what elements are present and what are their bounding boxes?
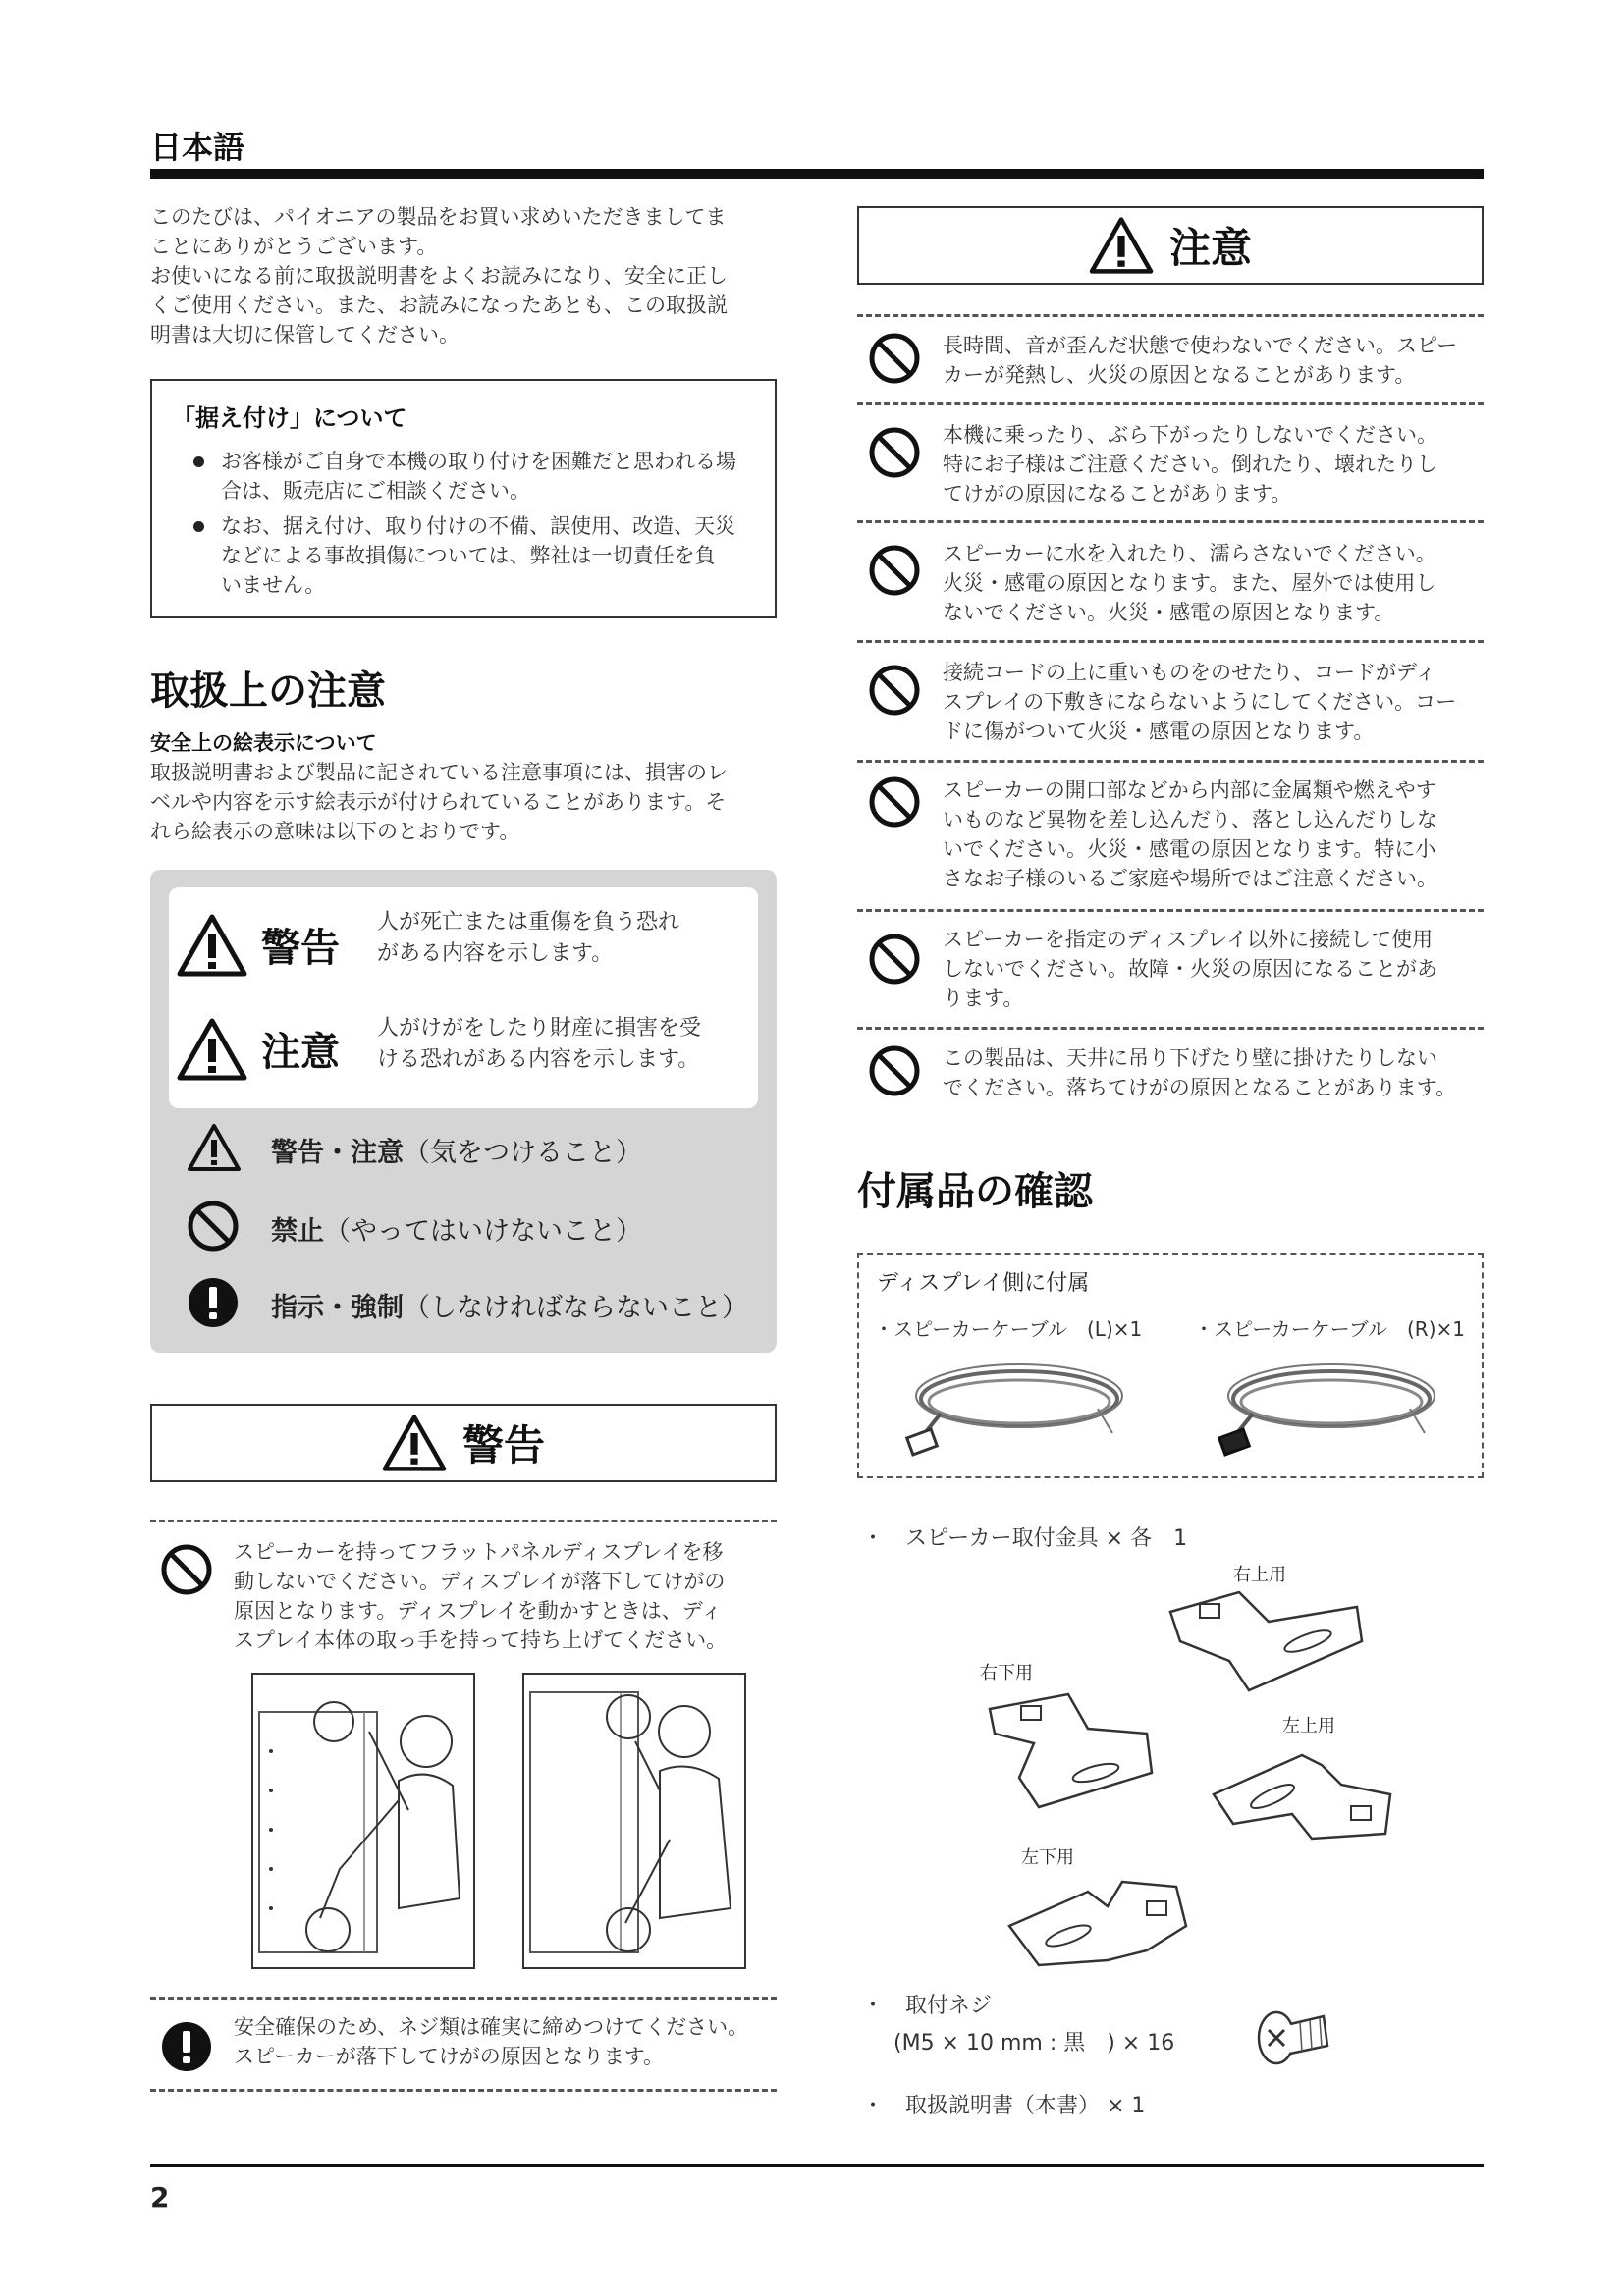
caution-line: カーが発熱し、火災の原因となることがあります。	[943, 363, 1416, 387]
caution-item-text	[943, 420, 1492, 508]
installation-title: 「据え付け」について	[172, 404, 407, 432]
screw-icon	[1255, 1999, 1333, 2067]
dashed-divider	[857, 520, 1484, 523]
dashed-divider	[150, 1997, 777, 2000]
speaker-cable-r-icon	[1214, 1355, 1439, 1463]
intro-line: お使いになる前に取扱説明書をよくお読みになり、安全に正し	[150, 264, 728, 288]
bullet-line: いません。	[221, 573, 326, 597]
warning-section-title: 警告	[461, 1421, 545, 1469]
handling-body	[150, 758, 779, 846]
caution-section-title: 注意	[1168, 224, 1252, 272]
bullet-dot-icon	[193, 456, 204, 467]
legend-bold: 指示・強制	[271, 1293, 404, 1323]
installation-bullet	[172, 511, 755, 600]
bracket-label-left-upper: 左上用	[1282, 1716, 1335, 1736]
desc-line: がある内容を示します。	[377, 941, 614, 966]
language-heading: 日本語	[150, 129, 245, 166]
legend-rest: （やってはいけないこと）	[324, 1216, 642, 1247]
bracket-right-upper-icon	[1161, 1582, 1367, 1700]
desc-line: 人がけがをしたり財産に損害を受	[377, 1016, 702, 1041]
legend-row-caution	[271, 1131, 642, 1169]
triangle-warning-icon	[382, 1414, 447, 1472]
prohibited-icon	[187, 1200, 240, 1253]
caution-line: いでください。火災・感電の原因となります。特に小	[943, 837, 1436, 861]
caution-line: スピーカーを指定のディスプレイ以外に接続して使用	[943, 928, 1434, 951]
caution-line: スプレイの下敷きにならないようにしてください。コー	[943, 690, 1457, 714]
caution-description	[377, 1013, 701, 1076]
prohibited-icon	[868, 544, 921, 597]
desc-line: ける恐れがある内容を示します。	[377, 1047, 700, 1072]
caution-line: ないでください。火災・感電の原因となります。	[943, 601, 1395, 624]
cable-r-label: ・スピーカーケーブル (R)×1	[1194, 1317, 1465, 1341]
caution-label: 注意	[261, 1030, 340, 1075]
warning-item-text	[234, 1537, 784, 1655]
intro-line: くご使用ください。また、お読みになったあとも、この取扱説	[150, 294, 728, 317]
bracket-right-lower-icon	[980, 1684, 1166, 1822]
screw-line: ・ 取付ネジ	[862, 1994, 993, 2018]
intro-paragraph	[150, 202, 779, 349]
dashed-divider	[857, 640, 1484, 643]
caution-line: 本機に乗ったり、ぶら下がったりしないでください。	[943, 423, 1437, 447]
prohibited-icon	[868, 332, 921, 385]
desc-line: 人が死亡または重傷を負う恐れ	[377, 910, 680, 934]
bracket-left-lower-icon	[1000, 1867, 1196, 1975]
caution-line: しないでください。故障・火災の原因になることがあ	[943, 957, 1437, 981]
caution-line: てけがの原因になることがあります。	[943, 482, 1292, 506]
speaker-cable-l-icon	[901, 1355, 1127, 1463]
caution-item-text	[943, 539, 1492, 627]
caution-line: 火災・感電の原因となります。また、屋外では使用し	[943, 571, 1436, 595]
intro-line: このたびは、パイオニアの製品をお買い求めいただきましてま	[150, 205, 727, 229]
handling-heading: 取扱上の注意	[150, 668, 386, 714]
prohibited-icon	[868, 933, 921, 986]
bullet-line: などによる事故損傷については、弊社は一切責任を負	[221, 544, 716, 567]
triangle-caution-icon	[1089, 216, 1154, 275]
installation-notice-box	[150, 379, 777, 618]
dashed-divider	[150, 2089, 777, 2092]
warning-item-text	[234, 2012, 784, 2071]
caution-line: さなお子様のいるご家庭や場所ではご注意ください。	[943, 867, 1437, 890]
legend-row-prohibited	[271, 1209, 642, 1248]
bracket-left-upper-icon	[1204, 1735, 1400, 1853]
caution-line: 接続コードの上に重いものをのせたり、コードがディ	[943, 661, 1436, 684]
caution-line: 長時間、音が歪んだ状態で使わないでください。スピー	[943, 334, 1458, 357]
dashed-divider	[857, 909, 1484, 912]
caution-line: ドに傷がついて火災・感電の原因となります。	[943, 720, 1375, 743]
bracket-label-right-upper: 右上用	[1233, 1565, 1286, 1585]
caution-line: スピーカーの開口部などから内部に金属類や燃えやす	[943, 778, 1436, 802]
caution-section-header	[857, 206, 1484, 285]
intro-line: 明書は大切に保管してください。	[150, 323, 460, 347]
bullet-dot-icon	[193, 521, 204, 532]
screw-spec: (M5 × 10 mm : 黒 ) × 16	[893, 2031, 1175, 2056]
dashed-divider	[857, 1027, 1484, 1030]
triangle-caution-icon	[177, 1017, 247, 1082]
prohibited-icon	[160, 1543, 213, 1596]
caution-line: 特にお子様はご注意ください。倒れたり、壊れたりし	[943, 453, 1437, 476]
bracket-line: ・ スピーカー取付金具 × 各 1	[862, 1526, 1188, 1551]
prohibited-icon	[868, 1044, 921, 1097]
manual-line: ・ 取扱説明書（本書） × 1	[862, 2094, 1146, 2118]
dashed-divider	[857, 760, 1484, 763]
bracket-label-left-lower: 左下用	[1021, 1847, 1074, 1868]
caution-item-text	[943, 658, 1492, 746]
intro-line: ことにありがとうございます。	[150, 235, 438, 258]
prohibited-icon	[868, 426, 921, 479]
warning-line: スピーカーを持ってフラットパネルディスプレイを移	[234, 1540, 724, 1564]
caution-item-text	[943, 775, 1492, 893]
caution-line: スピーカーに水を入れたり、濡らさないでください。	[943, 542, 1436, 565]
body-line: ベルや内容を示す絵表示が付けられていることがあります。そ	[150, 790, 727, 814]
display-side-label: ディスプレイ側に付属	[877, 1271, 1090, 1296]
legend-bold: 禁止	[271, 1216, 324, 1247]
caution-item-text	[943, 925, 1492, 1013]
legend-row-mandatory	[271, 1286, 748, 1324]
installation-bullet	[172, 447, 755, 506]
illustration-lift-correct	[522, 1673, 746, 1969]
body-line: れら絵表示の意味は以下のとおりです。	[150, 820, 520, 843]
warning-line: スピーカーが落下してけがの原因となります。	[234, 2045, 665, 2068]
body-line: 取扱説明書および製品に記されている注意事項には、損害のレ	[150, 761, 728, 784]
bottom-rule	[150, 2164, 1484, 2167]
caution-line: ります。	[943, 987, 1024, 1010]
bullet-line: なお、据え付け、取り付けの不備、誤使用、改造、天災	[221, 514, 736, 538]
caution-item-text	[943, 331, 1492, 390]
triangle-warning-icon	[177, 913, 247, 978]
dashed-divider	[857, 314, 1484, 317]
legend-bold: 警告・注意	[271, 1138, 404, 1168]
handling-subheading: 安全上の絵表示について	[150, 731, 377, 755]
page-number: 2	[150, 2181, 170, 2214]
triangle-warning-icon	[187, 1123, 242, 1172]
accessories-heading: 付属品の確認	[857, 1169, 1093, 1214]
bullet-line: 合は、販売店にご相談ください。	[221, 479, 530, 503]
bracket-label-right-lower: 右下用	[980, 1663, 1033, 1683]
mandatory-icon	[160, 2020, 213, 2073]
warning-description	[377, 907, 679, 970]
warning-line: 原因となります。ディスプレイを動かすときは、ディ	[234, 1599, 723, 1623]
caution-item-text	[943, 1043, 1492, 1102]
mandatory-icon	[187, 1276, 240, 1329]
caution-line: でください。落ちてけがの原因となることがあります。	[943, 1076, 1457, 1099]
prohibited-icon	[868, 664, 921, 717]
warning-line: 動しないでください。ディスプレイが落下してけがの	[234, 1570, 726, 1593]
top-rule	[150, 169, 1484, 179]
dashed-divider	[857, 402, 1484, 405]
warning-label: 警告	[261, 926, 340, 971]
warning-line: 安全確保のため、ネジ類は確実に締めつけてください。	[234, 2015, 749, 2039]
legend-rest: （気をつけること）	[404, 1138, 642, 1168]
warning-section-header	[150, 1404, 777, 1482]
legend-rest: （しなければならないこと）	[404, 1293, 748, 1323]
caution-line: いものなど異物を差し込んだり、落とし込んだりしな	[943, 808, 1437, 831]
dashed-divider	[150, 1520, 777, 1522]
bullet-line: お客様がご自身で本機の取り付けを困難だと思われる場	[221, 450, 736, 473]
caution-line: この製品は、天井に吊り下げたり壁に掛けたりしない	[943, 1046, 1437, 1070]
illustration-lift-incorrect	[251, 1673, 475, 1969]
prohibited-icon	[868, 775, 921, 828]
warning-line: スプレイ本体の取っ手を持って持ち上げてください。	[234, 1629, 728, 1652]
cable-l-label: ・スピーカーケーブル (L)×1	[874, 1317, 1143, 1341]
